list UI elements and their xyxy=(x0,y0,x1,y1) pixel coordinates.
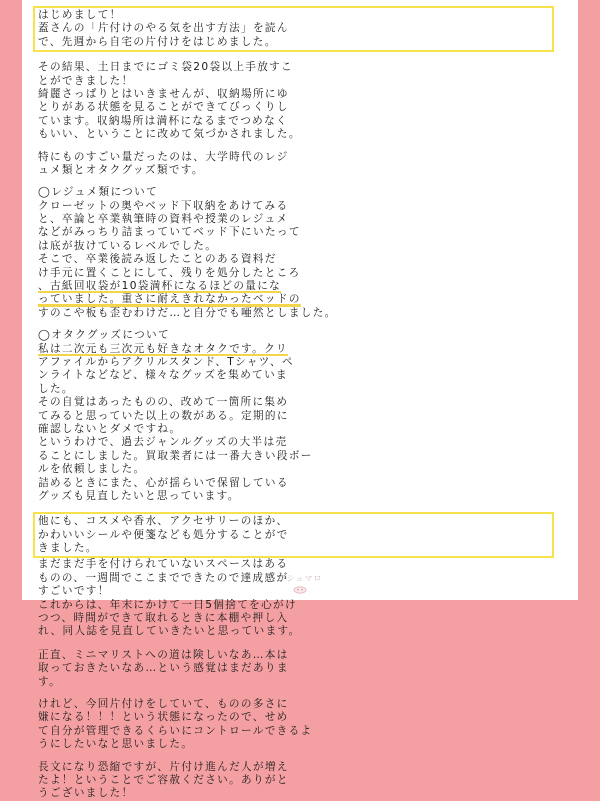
text-line: 嫌になる！！！という状態になったので、せめ xyxy=(38,711,289,724)
paragraph-otaku xyxy=(38,329,564,503)
paragraph-honest xyxy=(38,649,564,689)
text-line: て自分が管理できるくらいにコントロールできるよ xyxy=(38,724,313,737)
paragraph-resume xyxy=(38,186,564,320)
text-line: すごいです！ xyxy=(38,585,110,598)
text-line: 取っておきたいなあ…という感覚はまだありま xyxy=(38,662,289,675)
paragraph-however xyxy=(38,698,564,752)
text-line: すのこや板も歪むわけだ…と自分でも唖然としました。 xyxy=(38,306,337,319)
brand-label: マシュマロ xyxy=(277,574,323,583)
text-line: まだまだ手を付けられていないスペースはある xyxy=(38,558,289,571)
message-card xyxy=(22,0,578,800)
text-line: と、卒論と卒業執筆時の資料や授業のレジュメ xyxy=(38,213,289,226)
text-line: これからは、年末にかけて一日5個捨てを心がけ xyxy=(38,598,297,611)
text-line: その結果、土日までにゴミ袋20袋以上手放すこ xyxy=(38,61,294,74)
text-line: グッズも見直したいと思っています。 xyxy=(38,489,240,502)
paragraph-result xyxy=(38,61,564,141)
text-line: ルを依頼しました。 xyxy=(38,463,146,476)
other-box xyxy=(33,512,554,558)
text-line: ュメ類とオタクグッズ類です。 xyxy=(38,163,204,176)
text-line: 正直、ミニマリストへの道は険しいなあ…本は xyxy=(38,648,289,661)
text-line: クローゼットの奥やベッド下収納をあけてみる xyxy=(38,199,289,212)
marshmallow-icon xyxy=(293,586,307,594)
text-line: たよ！ということでご容赦ください。ありがと xyxy=(38,773,289,786)
text-line: 特にものすごい量だったのは、大学時代のレジ xyxy=(38,150,289,163)
text-line: 他にも、コスメや香水、アクセサリーのほか、 xyxy=(38,515,289,528)
text-line: というわけで、過去ジャンルグッズの大半は売 xyxy=(38,436,288,449)
text-line-highlight: っていました。重さに耐えきれなかったベッドの xyxy=(38,293,301,306)
text-line: とができました！ xyxy=(38,74,134,87)
text-line: その自覚はあったものの、改めて一箇所に集め xyxy=(38,396,289,409)
text-line: ています。収納場所は満杯になるまでつめなく xyxy=(38,114,288,127)
text-line: かわいいシールや便箋なども処分することがで xyxy=(38,528,289,541)
text-line: 確認しないとダメですね。 xyxy=(38,422,182,435)
paragraph-closing xyxy=(38,761,564,801)
text-line: はじめまして！ xyxy=(38,9,122,21)
text-line: 詰めるときにまた、心が揺らいで保留している xyxy=(38,476,289,489)
text-line: れ、同人誌を見直していきたいと思っています。 xyxy=(38,625,301,638)
text-line: した。 xyxy=(38,382,74,395)
text-line: アファイルからアクリルスタンド、Tシャツ、ペ xyxy=(38,355,294,368)
section-heading: ◯レジュメ類について xyxy=(38,186,159,199)
text-line: もいい、ということに改めて気づかされました。 xyxy=(38,128,301,141)
text-line: け手元に置くことにして、残りを処分したところ xyxy=(38,266,301,279)
section-heading: ◯オタクグッズについて xyxy=(38,329,170,342)
text-line: などがみっちり詰まっていてベッド下にいたって xyxy=(38,226,301,239)
text-line-highlight: 、古紙回収袋が10袋満杯になるほどの量にな xyxy=(38,280,282,293)
text-line: 綺麗さっぱりとはいきませんが、収納場所にゆ xyxy=(38,87,289,100)
text-line: とりがある状態を見ることができてびっくりし xyxy=(38,101,289,114)
text-line: けれど、今回片付けをしていて、ものの多さに xyxy=(38,697,289,710)
text-line: そこで、卒業後読み返したことのある資料だ xyxy=(38,253,277,266)
text-line-highlight: 私は二次元も三次元も好きなオタクです。クリ xyxy=(38,342,288,355)
text-line: きました。 xyxy=(38,542,98,555)
text-line: 長文になり恐縮ですが、片付け進んだ人が増え xyxy=(38,760,289,773)
text-line: うございました！ xyxy=(38,787,134,800)
text-line: つつ、時間ができて取れるときに本棚や押し入 xyxy=(38,612,289,625)
text-line: す。 xyxy=(38,675,62,688)
text-line: は底が抜けているレベルでした。 xyxy=(38,239,218,252)
footer xyxy=(22,573,578,594)
text-line: ることにしました。買取業者には一番大きい段ボー xyxy=(38,449,313,462)
intro-box xyxy=(33,6,554,52)
text-line: うにしたいなと思いました。 xyxy=(38,738,194,751)
text-line: ものの、一週間でここまでできたので達成感が xyxy=(38,571,289,584)
text-line: で、先週から自宅の片付けをはじめました。 xyxy=(38,35,277,48)
text-line: ンライトなどなど、様々なグッズを集めていま xyxy=(38,369,288,382)
text-line: 蓋さんの「片付けのやる気を出す方法」を読ん xyxy=(38,22,289,35)
text-line: てみると思っていた以上の数がある。定期的に xyxy=(38,409,289,422)
paragraph-special xyxy=(38,151,564,178)
